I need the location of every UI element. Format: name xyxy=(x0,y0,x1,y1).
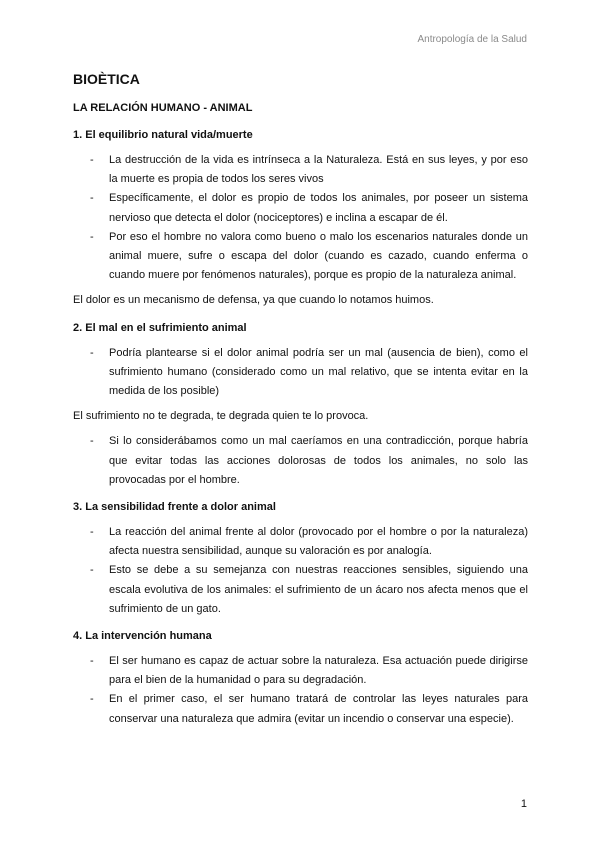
paragraph: El dolor es un mecanismo de defensa, ya que cuando lo notamos huimos. xyxy=(73,294,434,307)
document-title: BIOÈTICA xyxy=(73,71,140,87)
bullet-dash: - xyxy=(90,526,94,539)
list-item xyxy=(73,151,528,189)
list-item-text: En el primer caso, el ser humano tratará de controlar las leyes naturales para conservar una naturaleza que admira (evitar un incendio o conservar una especie). xyxy=(109,693,528,725)
document-subtitle: LA RELACIÓN HUMANO - ANIMAL xyxy=(73,102,253,114)
list-item xyxy=(73,228,528,286)
paragraph: El sufrimiento no te degrada, te degrada quien te lo provoca. xyxy=(73,410,369,423)
list-item-text: Podría plantearse si el dolor animal podría ser un mal (ausencia de bien), como el sufrimiento humano (considerado como un mal relativo, que se intenta evitar en la medida de los posible) xyxy=(109,346,528,398)
list-item-text: El ser humano es capaz de actuar sobre la naturaleza. Esa actuación puede dirigirse para el bien de la humanidad o para su degradación. xyxy=(109,655,528,687)
bullet-dash: - xyxy=(90,435,94,448)
bullet-list xyxy=(73,344,528,402)
bullet-dash: - xyxy=(90,230,94,243)
list-item-text: Esto se debe a su semejanza con nuestras reacciones sensibles, siguiendo una escala evolutiva de los animales: el sufrimiento de un ácaro nos afecta menos que el sufrimiento de un gato. xyxy=(109,564,528,615)
list-item-text: La reacción del animal frente al dolor (provocado por el hombre o por la naturaleza) afecta nuestra sensibilidad, aunque su valoración es por analogía. xyxy=(109,526,528,558)
bullet-dash: - xyxy=(90,693,94,706)
section-heading: 4. La intervención humana xyxy=(73,630,212,643)
bullet-list xyxy=(73,523,528,619)
bullet-dash: - xyxy=(90,192,94,205)
page-number: 1 xyxy=(520,798,527,810)
list-item-text: Por eso el hombre no valora como bueno o malo los escenarios naturales donde un animal muere, sufre o escapa del dolor (cuando es cazado, cuando enferma o cuando muere por fenómenos naturales), porque es propio de la naturaleza animal. xyxy=(109,230,528,282)
list-item-text: Si lo considerábamos como un mal caeríamos en una contradicción, porque habría que evitar todas las acciones dolorosas de todos los animales, no solo las provocadas por el hombre. xyxy=(109,435,528,486)
section-heading: 2. El mal en el sufrimiento animal xyxy=(73,321,247,334)
list-item xyxy=(73,561,528,619)
bullet-list xyxy=(73,151,528,285)
bullet-dash: - xyxy=(90,655,94,668)
section-heading: 1. El equilibrio natural vida/muerte xyxy=(73,129,253,141)
bullet-dash: - xyxy=(90,564,94,577)
list-item xyxy=(73,344,528,402)
bullet-dash: - xyxy=(90,346,94,359)
document-body xyxy=(73,68,528,729)
running-header: Antropología de la Salud xyxy=(417,34,527,45)
section-heading: 3. La sensibilidad frente a dolor animal xyxy=(73,501,276,514)
list-item xyxy=(73,652,528,690)
list-item xyxy=(73,432,528,490)
list-item-text: La destrucción de la vida es intrínseca a la Naturaleza. Está en sus leyes, y por eso la muerte es propia de todos los seres vivos xyxy=(109,154,528,186)
list-item xyxy=(73,189,528,227)
bullet-dash: - xyxy=(90,154,94,166)
bullet-list xyxy=(73,652,528,729)
list-item xyxy=(73,523,528,561)
list-item-text: Específicamente, el dolor es propio de todos los animales, por poseer un sistema nervioso que detecta el dolor (nociceptores) e inclina a escapar de él. xyxy=(109,192,528,224)
list-item xyxy=(73,690,528,728)
bullet-list xyxy=(73,432,528,490)
